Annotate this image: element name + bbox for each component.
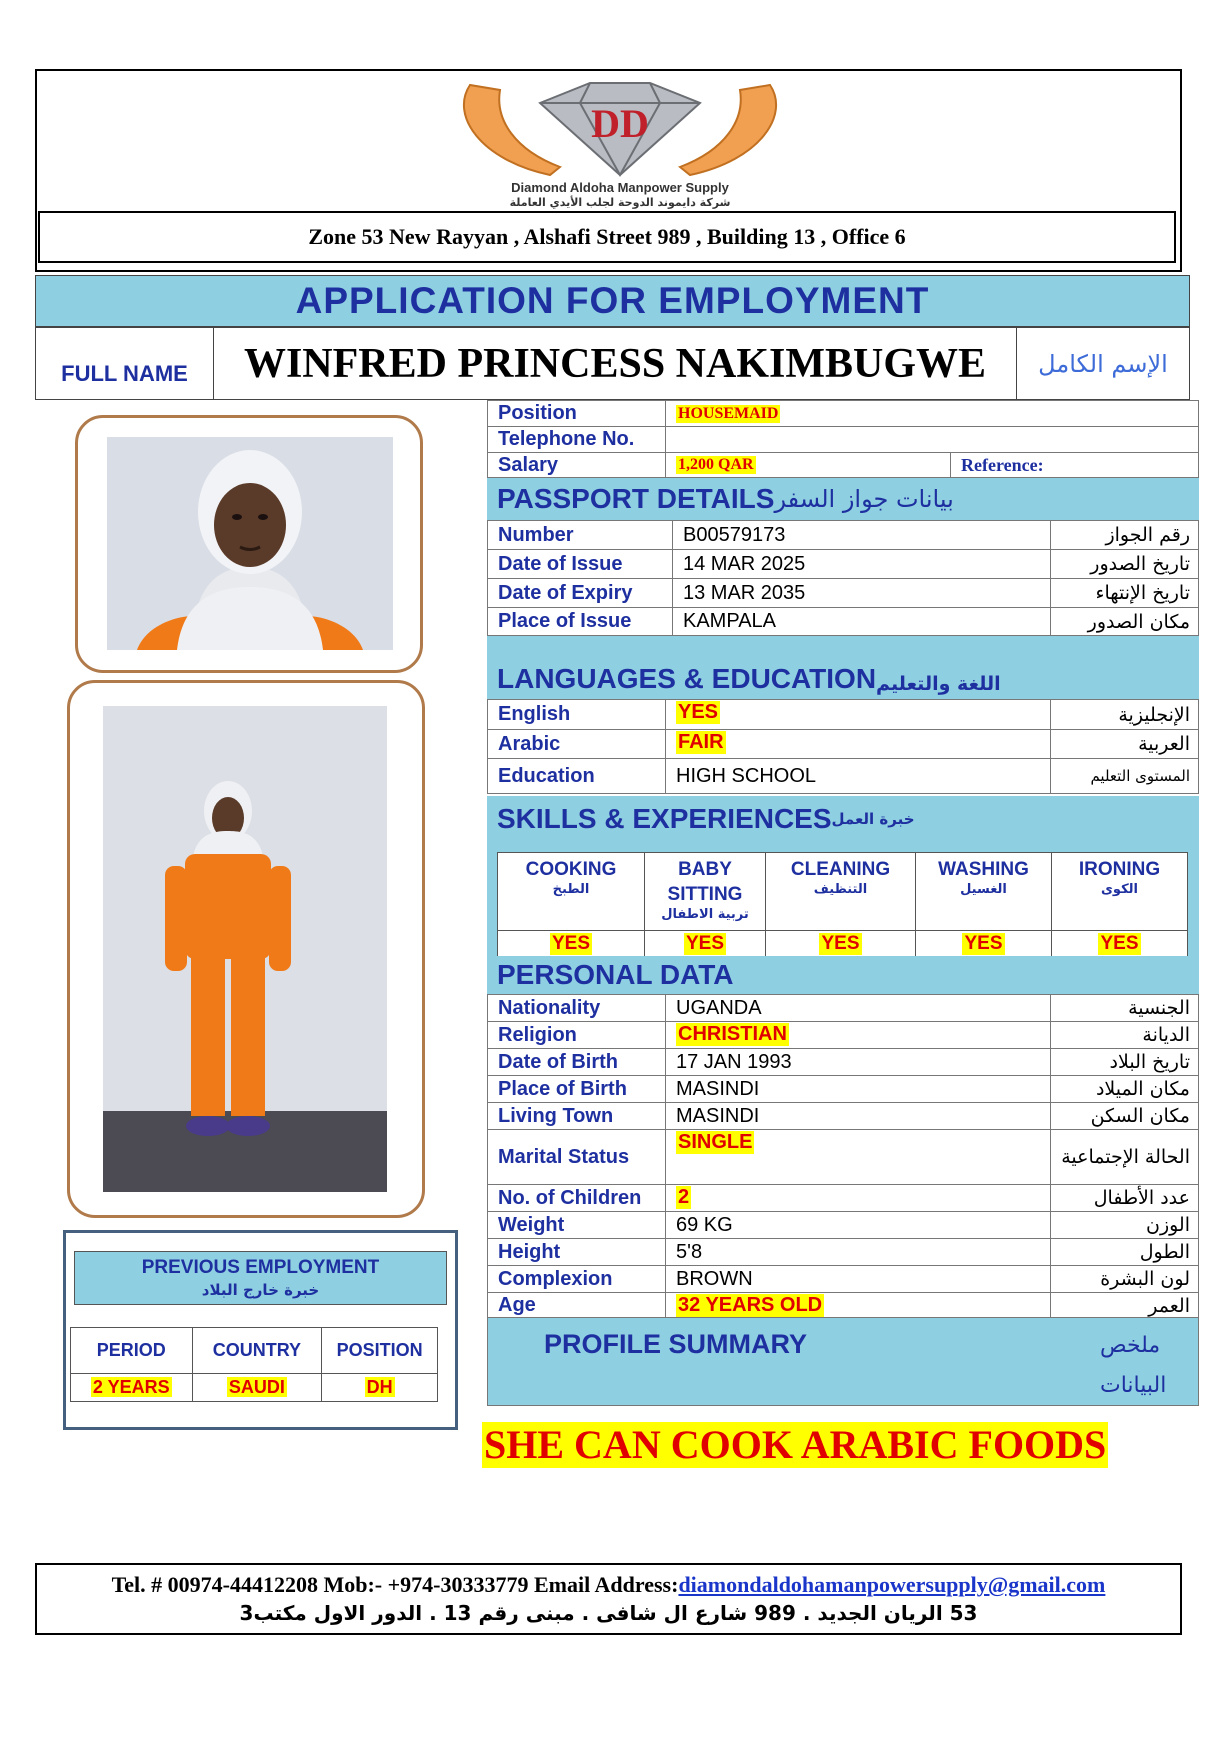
passport-value: B00579173 — [683, 523, 786, 546]
page-title: APPLICATION FOR EMPLOYMENT — [35, 275, 1190, 327]
personal-value: 69 KG — [676, 1213, 733, 1236]
passport-label-ar: مكان الصدور — [1050, 608, 1198, 635]
passport-label: Number — [488, 521, 673, 549]
personal-value: UGANDA — [676, 996, 762, 1019]
passport-value: 14 MAR 2025 — [683, 552, 806, 575]
personal-row — [487, 1265, 1199, 1292]
passport-label-ar: رقم الجواز — [1050, 521, 1198, 549]
languages-header-ar: اللغة والتعليم — [876, 673, 1001, 695]
salary-label: Salary — [488, 453, 666, 477]
personal-label: Height — [488, 1239, 666, 1265]
skill-value: YES — [685, 933, 725, 954]
personal-row — [487, 1211, 1199, 1238]
svg-text:Diamond Aldoha Manpower Supply: Diamond Aldoha Manpower Supply — [511, 180, 729, 195]
passport-label: Date of Expiry — [488, 579, 673, 607]
personal-label: Date of Birth — [488, 1049, 666, 1075]
language-row — [487, 699, 1199, 729]
full-name-label-ar: الإسم الكامل — [1038, 349, 1168, 378]
skill-value: YES — [964, 933, 1003, 954]
profile-summary-text — [482, 1422, 1108, 1468]
skills-header-ar: خبرة العمل — [831, 809, 915, 828]
language-label: Arabic — [488, 730, 666, 758]
footer-phone-text: Tel. # 00974-44412208 Mob:- +974-30333779 Email Address: — [111, 1572, 679, 1597]
skill-value: YES — [551, 933, 591, 954]
personal-row — [487, 1292, 1199, 1319]
personal-row — [487, 1129, 1199, 1184]
personal-row — [487, 1238, 1199, 1265]
salary-value: 1,200 QAR — [678, 456, 754, 473]
personal-label: Complexion — [488, 1266, 666, 1292]
table-header-row — [71, 1328, 438, 1374]
previous-employment-title-ar: خبرة خارج البلاد — [201, 1281, 320, 1299]
language-label: English — [488, 700, 666, 729]
skill-label: COOKING — [525, 859, 617, 880]
personal-label: Age — [488, 1293, 666, 1318]
personal-value: 17 JAN 1993 — [676, 1050, 792, 1073]
footer-email-link[interactable]: diamondaldohamanpowersupply@gmail.com — [678, 1572, 1106, 1597]
skill-cell — [916, 853, 1052, 957]
language-row — [487, 758, 1199, 794]
personal-value: 32 YEARS OLD — [678, 1294, 823, 1316]
personal-label-ar: العمر — [1050, 1293, 1198, 1318]
footer-arabic-address: 53 الريان الجديد . 989 شارع ال شافى . مبنى رقم 13 . الدور الاول مكتب3 — [239, 1601, 978, 1625]
skill-label-ar: التنظيف — [813, 882, 868, 897]
position-value: HOUSEMAID — [678, 404, 779, 422]
salary-row — [487, 452, 1199, 478]
profile-summary-value: SHE CAN COOK ARABIC FOODS — [484, 1422, 1107, 1467]
language-label: Education — [488, 759, 666, 793]
full-name-row — [35, 327, 1190, 400]
personal-value: 2 — [678, 1186, 690, 1208]
skill-cell — [645, 853, 766, 957]
passport-value: KAMPALA — [683, 610, 776, 632]
skill-cell — [498, 853, 645, 957]
skill-value: YES — [1100, 933, 1139, 954]
profile-summary-header — [487, 1317, 1199, 1406]
passport-label-ar: تاريخ الصدور — [1050, 550, 1198, 578]
personal-label-ar: تاريخ البلاد — [1050, 1049, 1198, 1075]
full-body-photo — [103, 706, 387, 1192]
passport-label: Date of Issue — [488, 550, 673, 578]
personal-row — [487, 1102, 1199, 1129]
telephone-value — [666, 427, 1198, 452]
skills-grid — [497, 852, 1188, 958]
footer-contact-line — [37, 1572, 1180, 1598]
column-header-period: PERIOD — [71, 1328, 193, 1374]
personal-label-ar: مكان السكن — [1050, 1103, 1198, 1129]
personal-label-ar: الطول — [1050, 1239, 1198, 1265]
column-header-position: POSITION — [322, 1328, 438, 1374]
personal-row — [487, 1075, 1199, 1102]
skill-label: IRONING — [1078, 859, 1161, 880]
passport-value: 13 MAR 2035 — [683, 581, 806, 604]
skill-cell — [1052, 853, 1187, 957]
profile-header-en: PROFILE SUMMARY — [544, 1329, 807, 1359]
skill-label: CLEANING — [790, 859, 891, 880]
position-label: Position — [488, 401, 666, 426]
full-name-label: FULL NAME — [36, 328, 214, 399]
passport-row — [487, 578, 1199, 607]
personal-value: CHRISTIAN — [678, 1023, 787, 1045]
personal-label: Place of Birth — [488, 1076, 666, 1102]
previous-employment-title — [74, 1251, 447, 1305]
personal-section-header — [487, 956, 1199, 994]
company-logo — [440, 75, 800, 210]
personal-label: Nationality — [488, 995, 666, 1021]
personal-label: Weight — [488, 1212, 666, 1238]
skills-header-en: SKILLS & EXPERIENCES — [497, 802, 832, 834]
personal-header-en: PERSONAL DATA — [497, 959, 734, 990]
footer — [35, 1563, 1182, 1635]
personal-label: Religion — [488, 1022, 666, 1048]
svg-text:DD: DD — [591, 101, 649, 146]
passport-header-en: PASSPORT DETAILS — [497, 483, 775, 514]
skill-label-ar: الكوى — [1101, 882, 1138, 897]
telephone-label: Telephone No. — [488, 427, 666, 452]
skill-cell — [766, 853, 916, 957]
telephone-row — [487, 426, 1199, 452]
reference-label: Reference: — [961, 454, 1044, 475]
full-name-value: WINFRED PRINCESS NAKIMBUGWE — [214, 328, 1017, 399]
languages-header-en: LANGUAGES & EDUCATION — [497, 663, 877, 694]
personal-row — [487, 1048, 1199, 1075]
profile-header-ar: ملخص البيانات — [1100, 1333, 1167, 1398]
personal-row — [487, 1021, 1199, 1048]
language-row — [487, 729, 1199, 758]
personal-value: 5'8 — [676, 1240, 703, 1263]
personal-value: SINGLE — [678, 1131, 753, 1153]
personal-row — [487, 994, 1199, 1021]
skills-section-header — [487, 796, 1199, 841]
personal-label-ar: الجنسية — [1050, 995, 1198, 1021]
passport-label: Place of Issue — [488, 608, 673, 635]
personal-row — [487, 1184, 1199, 1211]
skill-value: YES — [821, 933, 860, 954]
passport-label-ar: تاريخ الإنتهاء — [1050, 579, 1198, 607]
personal-label-ar: لون البشرة — [1050, 1266, 1198, 1292]
personal-label: Marital Status — [488, 1130, 666, 1184]
skill-label: BABY SITTING — [667, 859, 743, 905]
personal-label: No. of Children — [488, 1185, 666, 1211]
svg-text:شركة دايموند الدوحة لجلب الأيد: شركة دايموند الدوحة لجلب الأيدي العاملة — [509, 196, 731, 209]
personal-value: MASINDI — [676, 1104, 760, 1127]
personal-label-ar: الديانة — [1050, 1022, 1198, 1048]
position-row — [487, 400, 1199, 426]
passport-section-header — [487, 478, 1199, 520]
previous-employment-table — [70, 1327, 438, 1402]
language-value: FAIR — [678, 731, 724, 753]
personal-label-ar: مكان الميلاد — [1050, 1076, 1198, 1102]
languages-section-header — [487, 636, 1199, 699]
personal-value: BROWN — [676, 1267, 753, 1290]
period-value: 2 YEARS — [92, 1377, 170, 1397]
language-label-ar: الإنجليزية — [1050, 700, 1198, 729]
skill-label-ar: تربية الاطفال — [661, 907, 749, 922]
language-value: YES — [678, 701, 719, 723]
country-value: SAUDI — [228, 1377, 285, 1397]
language-label-ar: المستوى التعليم — [1050, 759, 1198, 793]
company-address: Zone 53 New Rayyan , Alshafi Street 989 , Building 13 , Office 6 — [38, 211, 1176, 263]
personal-label-ar: الوزن — [1050, 1212, 1198, 1238]
skill-label-ar: الطبخ — [552, 882, 590, 897]
language-label-ar: العربية — [1050, 730, 1198, 758]
personal-label: Living Town — [488, 1103, 666, 1129]
passport-row — [487, 549, 1199, 578]
previous-employment-title-en: PREVIOUS EMPLOYMENT — [141, 1257, 380, 1278]
column-header-country: COUNTRY — [192, 1328, 322, 1374]
table-row — [71, 1374, 438, 1402]
personal-label-ar: الحالة الإجتماعية — [1050, 1130, 1198, 1184]
skill-label-ar: الغسيل — [960, 882, 1007, 897]
personal-value: MASINDI — [676, 1077, 760, 1100]
passport-row — [487, 607, 1199, 636]
passport-header-ar: بيانات جواز السفر — [774, 485, 954, 513]
passport-row — [487, 520, 1199, 549]
language-value: HIGH SCHOOL — [676, 764, 817, 787]
position-value: DH — [366, 1377, 393, 1397]
portrait-photo — [107, 437, 393, 650]
personal-label-ar: عدد الأطفال — [1050, 1185, 1198, 1211]
skill-label: WASHING — [938, 859, 1029, 880]
